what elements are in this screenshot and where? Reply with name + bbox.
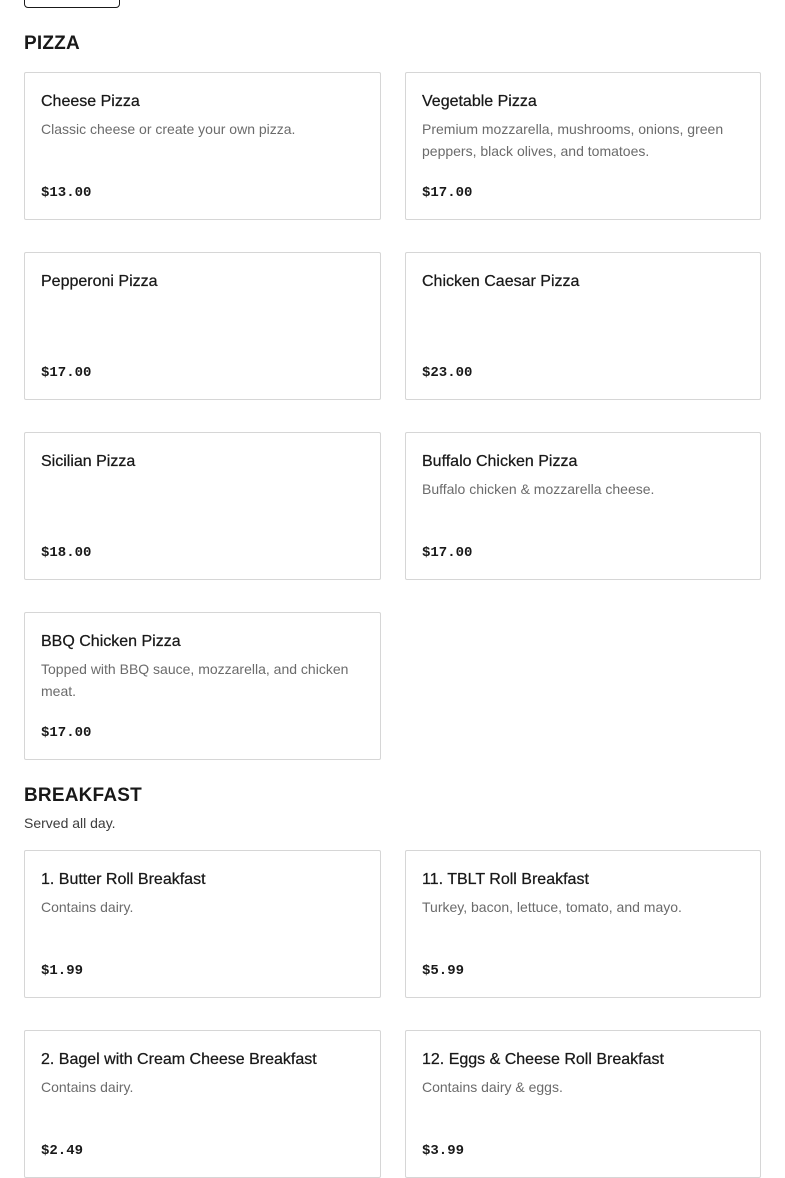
item-price: $18.00: [41, 545, 92, 561]
item-price: $13.00: [41, 185, 92, 201]
item-name: 1. Butter Roll Breakfast: [41, 871, 206, 888]
section-title: BREAKFAST: [24, 785, 142, 806]
menu-item-card[interactable]: [24, 72, 381, 220]
item-description: Buffalo chicken & mozzarella cheese.: [422, 481, 655, 497]
menu-section-breakfast: [24, 784, 761, 1159]
menu-item-grid: [24, 850, 761, 1178]
item-price: $3.99: [422, 1143, 465, 1159]
item-name: 12. Eggs & Cheese Roll Breakfast: [422, 1051, 664, 1068]
item-description: Topped with BBQ sauce, mozzarella, and chicken meat.: [41, 661, 349, 699]
item-price: $17.00: [422, 545, 473, 561]
menu-item-card[interactable]: [405, 252, 761, 400]
menu-item-card[interactable]: [24, 1030, 381, 1178]
menu-item-card[interactable]: [405, 72, 761, 220]
item-name: Pepperoni Pizza: [41, 273, 158, 290]
section-subtitle: Served all day.: [24, 815, 116, 831]
menu-item-card[interactable]: [24, 612, 381, 760]
item-price: $1.99: [41, 963, 84, 979]
menu-section-pizza: [24, 32, 761, 741]
item-description: Premium mozzarella, mushrooms, onions, green peppers, black olives, and tomatoes.: [422, 121, 724, 159]
menu-item-card[interactable]: [405, 432, 761, 580]
menu-item-card[interactable]: [405, 1030, 761, 1178]
item-price: $17.00: [422, 185, 473, 201]
item-name: BBQ Chicken Pizza: [41, 633, 181, 650]
item-name: Chicken Caesar Pizza: [422, 273, 580, 290]
section-title: PIZZA: [24, 33, 80, 54]
item-price: $23.00: [422, 365, 473, 381]
menu-item-card[interactable]: [24, 850, 381, 998]
item-description: Turkey, bacon, lettuce, tomato, and mayo.: [422, 899, 682, 915]
menu-item-card[interactable]: [405, 850, 761, 998]
menu-item-card[interactable]: [24, 432, 381, 580]
item-name: Vegetable Pizza: [422, 93, 537, 110]
item-name: Buffalo Chicken Pizza: [422, 453, 578, 470]
item-name: Cheese Pizza: [41, 93, 140, 110]
view-menu-button[interactable]: [24, 0, 120, 8]
menu-item-grid: [24, 72, 761, 760]
item-price: $17.00: [41, 365, 92, 381]
item-name: Sicilian Pizza: [41, 453, 136, 470]
item-description: Contains dairy.: [41, 899, 134, 915]
item-price: $2.49: [41, 1143, 84, 1159]
item-price: $5.99: [422, 963, 465, 979]
item-description: Classic cheese or create your own pizza.: [41, 121, 296, 137]
item-price: $17.00: [41, 725, 92, 741]
menu-item-card[interactable]: [24, 252, 381, 400]
item-name: 11. TBLT Roll Breakfast: [422, 871, 589, 888]
item-description: Contains dairy & eggs.: [422, 1079, 563, 1095]
item-description: Contains dairy.: [41, 1079, 134, 1095]
item-name: 2. Bagel with Cream Cheese Breakfast: [41, 1051, 317, 1068]
